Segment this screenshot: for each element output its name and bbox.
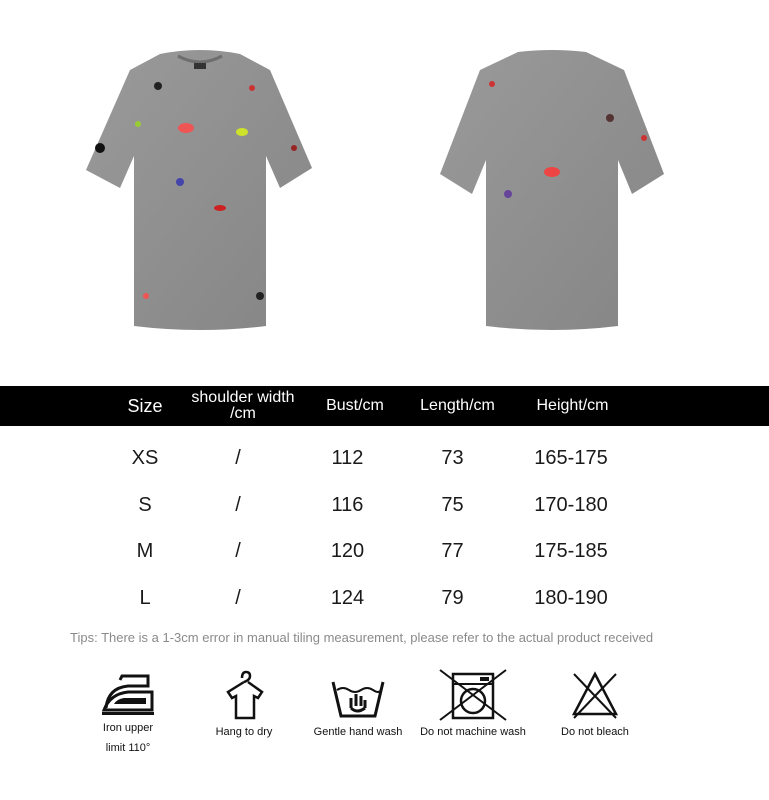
no-machine-wash-icon [438,668,508,722]
cell-length: 75 [441,493,464,516]
header-height: Height/cm [536,397,609,414]
cell-length: 79 [441,586,464,609]
size-table-header [0,386,769,426]
header-length: Length/cm [420,397,495,414]
cell-size: S [138,493,152,516]
care-item-hang [198,668,290,742]
table-row [0,436,769,483]
size-table-body [0,436,769,622]
cell-size: M [136,540,154,562]
table-row [0,576,769,623]
cell-size: XS [131,447,159,469]
cell-shoulder: / [235,447,241,469]
header-bust: Bust/cm [326,397,384,414]
table-row [0,483,769,530]
cell-length: 77 [441,540,464,562]
care-label-hand-wash: Gentle hand wash [313,726,403,738]
header-shoulder-width: shoulder width /cm [191,389,295,422]
cell-length: 73 [441,447,464,469]
cell-height: 175-185 [534,540,608,562]
hang-dry-icon [222,668,266,722]
care-label-iron: Iron upper limit 110° [102,722,154,754]
care-label-hang: Hang to dry [215,726,273,738]
cell-size: L [139,586,151,609]
cell-bust: 116 [331,493,364,516]
iron-icon [98,668,158,718]
measurement-tips: Tips: There is a 1-3cm error in manual tiling measurement, please refer to the actual product received [70,630,654,645]
tshirt-back-image [434,48,670,338]
care-label-no-bleach: Do not bleach [561,726,629,738]
hand-wash-icon [329,668,387,722]
cell-bust: 120 [330,540,365,562]
product-images [0,0,769,380]
cell-bust: 112 [331,447,364,469]
care-item-hand-wash [306,668,410,742]
care-item-no-machine-wash [412,668,534,742]
cell-shoulder: / [235,493,241,516]
no-bleach-icon [570,668,620,722]
header-size: Size [127,396,163,416]
care-item-no-bleach [550,668,640,742]
cell-shoulder: / [235,586,241,609]
tshirt-front-image [80,48,320,338]
cell-height: 165-175 [534,447,608,469]
cell-height: 170-180 [534,493,608,516]
cell-height: 180-190 [534,586,608,609]
cell-bust: 124 [330,586,365,609]
cell-shoulder: / [235,540,241,562]
care-label-no-machine-wash: Do not machine wash [420,726,526,738]
table-row [0,529,769,576]
care-item-iron [92,668,164,758]
